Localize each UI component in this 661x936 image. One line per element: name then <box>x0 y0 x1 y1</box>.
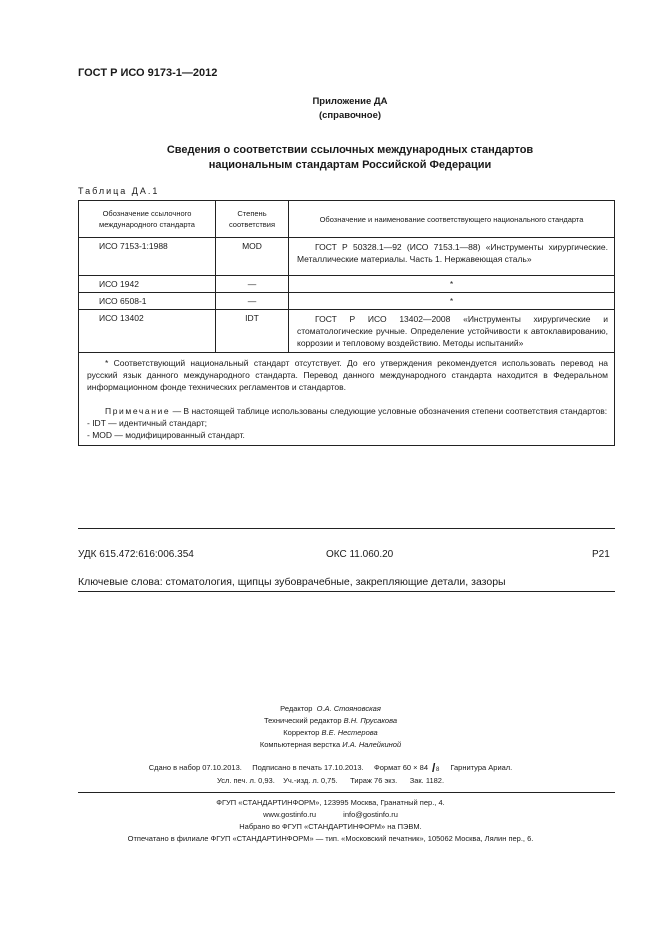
cell-national-text: ГОСТ Р 50328.1—92 (ИСО 7153.1—88) «Инструменты хирургические. Металлические материалы. Часть 1. Нержавеющая сталь» <box>297 242 608 264</box>
cell-standard: ИСО 6508-1 <box>79 293 216 310</box>
table-footnote-cell <box>79 353 615 446</box>
annex-subtitle: (справочное) <box>318 110 382 121</box>
separator-rule <box>78 528 615 529</box>
imprint-print-sheets: Усл. печ. л. 0,93. <box>216 776 275 785</box>
cell-national: * <box>289 276 615 293</box>
header-text: Степень <box>237 209 267 218</box>
imprint-typeset: Набрано во ФГУП «СТАНДАРТИНФОРМ» на ПЭВМ. <box>239 822 422 831</box>
footnote-text: * Соответствующий национальный стандарт отсутствует. До его утверждения рекомендуется использовать перевод на русский язык данного международного стандарта. Перевод данного международного стандарта находится в Федеральном информационном фонде технических регламентов и стандартов. <box>87 358 608 392</box>
annex-heading-line2: национальным стандартам Российской Федерации <box>208 159 492 171</box>
imprint-pub-sheets: Уч.-изд. л. 0,75. <box>283 776 338 785</box>
cell-standard: ИСО 1942 <box>79 276 216 293</box>
credit-person: В.Е. Нестерова <box>321 728 378 737</box>
credit-editor <box>0 704 661 713</box>
credit-person: И.А. Налейкиной <box>342 740 402 749</box>
oks-code: ОКС 11.060.20 <box>326 549 394 560</box>
imprint-print-date: Подписано в печать 17.10.2013. <box>252 762 364 772</box>
note-label: Примечание <box>105 406 171 416</box>
credit-person: В.Н. Прусакова <box>343 716 398 725</box>
imprint-font: Гарнитура Ариал. <box>450 762 513 772</box>
table-row <box>79 293 615 310</box>
table-header-row <box>79 201 615 238</box>
cell-standard: ИСО 7153-1:1988 <box>79 238 216 276</box>
credit-label: Корректор <box>283 728 320 737</box>
cell-degree: — <box>216 276 289 293</box>
imprint-printed: Отпечатано в филиале ФГУП «СТАНДАРТИНФОРМ» — тип. «Московский печатник», 105062 Москва, Лялин пер., 6. <box>127 834 534 843</box>
annex-heading-line1: Сведения о соответствии ссылочных международных стандартов <box>166 144 534 156</box>
cell-degree: MOD <box>216 238 289 276</box>
credit-proofreader <box>0 728 661 737</box>
cell-national-text: ГОСТ Р ИСО 13402—2008 «Инструменты хирургические и стоматологические ручные. Определение устойчивости к автоклавированию, коррозии и тепловому воздействию. Методы испытаний» <box>297 314 608 348</box>
cell-national <box>289 238 615 276</box>
header-text: международного стандарта <box>99 220 195 229</box>
credit-label: Технический редактор <box>263 716 342 725</box>
fraction-denominator: 8 <box>436 767 440 773</box>
imprint-email-link[interactable]: info@gostinfo.ru <box>343 810 398 819</box>
imprint-line-2 <box>0 776 661 785</box>
cell-national: * <box>289 293 615 310</box>
imprint-typeset-date: Сдано в набор 07.10.2013. <box>148 762 242 772</box>
header-text: соответствия <box>228 220 276 229</box>
table-label: Таблица ДА.1 <box>78 186 160 196</box>
cell-degree: IDT <box>216 310 289 353</box>
imprint-format: Формат 60 × 84 <box>374 762 428 772</box>
credit-label: Редактор <box>280 704 313 713</box>
credit-person: О.А. Стояновская <box>316 704 381 713</box>
header-text: Обозначение ссылочного <box>102 209 192 218</box>
note-item: - IDT — идентичный стандарт; <box>87 418 208 428</box>
separator-rule <box>78 591 615 592</box>
table-note <box>87 405 608 417</box>
imprint-publisher: ФГУП «СТАНДАРТИНФОРМ», 123995 Москва, Гранатный пер., 4. <box>216 798 445 807</box>
fraction-icon: / 8 <box>432 761 440 775</box>
udk-code: УДК 615.472:616:006.354 <box>78 549 194 560</box>
imprint-site-link[interactable]: www.gostinfo.ru <box>263 810 317 819</box>
cell-standard: ИСО 13402 <box>79 310 216 353</box>
header-international-standard <box>79 201 216 238</box>
cell-degree: — <box>216 293 289 310</box>
table-row <box>79 310 615 353</box>
credit-tech-editor <box>0 716 661 725</box>
classification-code: Р21 <box>592 549 610 560</box>
note-item: - MOD — модифицированный стандарт. <box>87 430 245 440</box>
header-national-standard <box>289 201 615 238</box>
table-row <box>79 276 615 293</box>
keywords: Ключевые слова: стоматология, щипцы зубоврачебные, закрепляющие детали, зазоры <box>78 576 506 588</box>
annex-title: Приложение ДА <box>312 96 388 107</box>
imprint-order: Зак. 1182. <box>409 776 445 785</box>
separator-rule <box>78 792 615 793</box>
imprint-circulation: Тираж 76 экз. <box>350 776 398 785</box>
credit-label: Компьютерная верстка <box>259 740 341 749</box>
cell-national <box>289 310 615 353</box>
imprint-contacts <box>0 810 661 819</box>
table-footer-row <box>79 353 615 446</box>
header-text: Обозначение и наименование соответствующего национального стандарта <box>319 214 584 224</box>
table-footnote <box>87 357 608 393</box>
header-degree <box>216 201 289 238</box>
table-row <box>79 238 615 276</box>
correspondence-table <box>78 200 615 446</box>
imprint-line-1 <box>0 762 661 774</box>
document-code: ГОСТ Р ИСО 9173-1—2012 <box>78 67 218 79</box>
credit-layout <box>0 740 661 749</box>
note-text: — В настоящей таблице использованы следующие условные обозначения степени соответствия стандартов: <box>170 406 608 416</box>
